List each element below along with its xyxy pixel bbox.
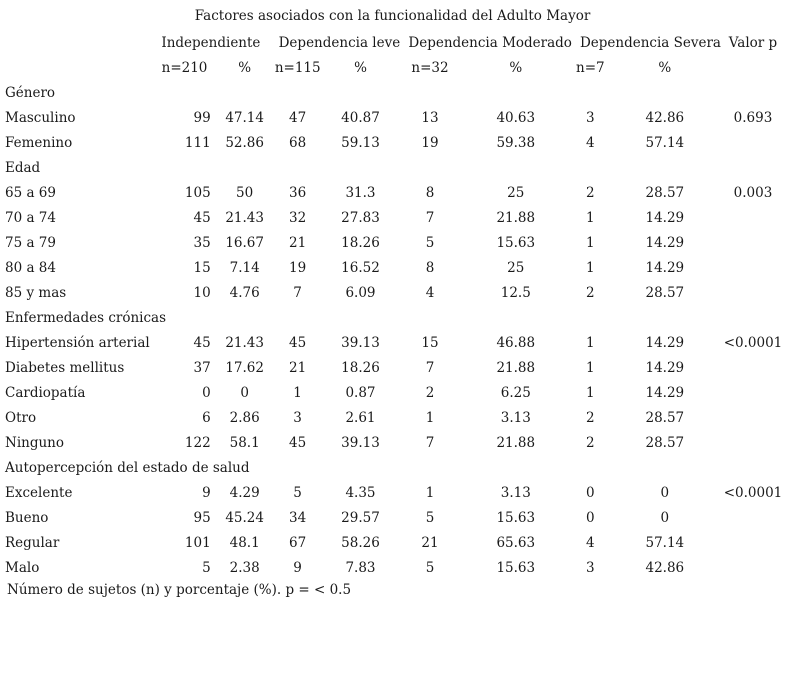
table-cell: 3.13 (500, 484, 531, 501)
table-cell: 40.87 (341, 109, 380, 126)
header-dependencia-leve: Dependencia leve (278, 34, 401, 51)
table-cell: 18.26 (341, 359, 380, 376)
table-cell: 101 (184, 534, 211, 551)
header-valor-p: Valor p (728, 34, 778, 51)
table-cell: 1 (586, 259, 595, 276)
subheader-n: n=210 (161, 59, 208, 76)
table-row (5, 530, 785, 555)
table-row (5, 480, 785, 505)
table-cell: 95 (193, 509, 211, 526)
table-row (5, 205, 785, 230)
table-cell: 19 (289, 259, 307, 276)
table-cell (721, 130, 785, 155)
table-cell: 58.1 (229, 434, 260, 451)
table-cell: 45 (193, 334, 211, 351)
table-cell: 3 (586, 559, 595, 576)
table-cell: 21 (289, 359, 307, 376)
table-cell: 6.25 (500, 384, 531, 401)
row-label: Cardiopatía (5, 384, 86, 401)
table-cell: 8 (425, 184, 435, 201)
table-cell: 47 (289, 109, 307, 126)
table-cell: 35 (193, 234, 211, 251)
table-cell: 15.63 (496, 234, 536, 251)
table-cell: 4.35 (345, 484, 376, 501)
section-row-genero (5, 80, 785, 105)
table-cell: 8 (425, 259, 435, 276)
table-cell: 57.14 (645, 534, 685, 551)
table-cell: 27.83 (341, 209, 380, 226)
table-cell: 45.24 (225, 509, 264, 526)
table-cell: 7.83 (345, 559, 376, 576)
row-label: Malo (5, 559, 40, 576)
table-cell: 59.38 (496, 134, 536, 151)
table-cell: 14.29 (645, 384, 685, 401)
table-cell: 45 (193, 209, 211, 226)
table-cell: 4.29 (229, 484, 260, 501)
table-cell: 3 (586, 109, 595, 126)
table-cell: 32 (289, 209, 307, 226)
group-header-row (5, 30, 785, 55)
table-cell: 13 (421, 109, 439, 126)
table-cell: 29.57 (341, 509, 380, 526)
table-cell: 36 (289, 184, 307, 201)
section-row-enfermedades (5, 305, 785, 330)
table-cell: 21.43 (225, 209, 264, 226)
table-cell: 42.86 (645, 559, 685, 576)
table-cell: 48.1 (229, 534, 260, 551)
table-cell: 6 (202, 409, 211, 426)
table-cell: 65.63 (496, 534, 536, 551)
table-cell: 15.63 (496, 559, 536, 576)
row-label: 70 a 74 (5, 209, 56, 226)
row-label: Bueno (5, 509, 49, 526)
table-row (5, 380, 785, 405)
table-row (5, 330, 785, 355)
table-cell (721, 280, 785, 305)
row-label: Masculino (5, 109, 76, 126)
table-cell: 1 (293, 384, 302, 401)
table-cell: 7 (425, 209, 435, 226)
table-cell: 2.38 (229, 559, 260, 576)
table-cell: 7 (425, 359, 435, 376)
table-cell: 5 (425, 509, 435, 526)
table-cell: 3.13 (500, 409, 531, 426)
table-cell: 21 (289, 234, 307, 251)
table-cell: 111 (184, 134, 211, 151)
table-cell: 9 (293, 559, 302, 576)
table-cell (721, 555, 785, 580)
table-title: Factores asociados con la funcionalidad del Adulto Mayor (194, 8, 591, 24)
table-cell: 28.57 (645, 184, 685, 201)
table-cell: 1 (586, 209, 595, 226)
table-cell: 14.29 (645, 209, 685, 226)
table-cell: 52.86 (225, 134, 264, 151)
table-cell: 14.29 (645, 234, 685, 251)
section-label: Enfermedades crónicas (5, 309, 167, 326)
section-row-autopercepcion (5, 455, 785, 480)
table-cell (721, 530, 785, 555)
footnote: Número de sujetos (n) y porcentaje (%). p = < 0.5 (7, 582, 352, 598)
table-cell: 0.003 (733, 184, 773, 201)
table-cell: 0.693 (733, 109, 773, 126)
table-cell: 2.86 (229, 409, 260, 426)
table-cell: 5 (425, 559, 435, 576)
row-label: Regular (5, 534, 60, 551)
table-cell: 45 (289, 334, 307, 351)
table-cell: 4.76 (229, 284, 260, 301)
table-cell: 1 (586, 359, 595, 376)
table-cell: 2.61 (345, 409, 376, 426)
table-cell: 1 (425, 484, 435, 501)
table-cell: 122 (184, 434, 211, 451)
table-row (5, 130, 785, 155)
subheader-n: n=115 (274, 59, 321, 76)
row-label: Femenino (5, 134, 73, 151)
table-cell (721, 230, 785, 255)
header-independiente: Independiente (161, 34, 261, 51)
table-cell: 10 (193, 284, 211, 301)
table-cell (721, 255, 785, 280)
table-cell: <0.0001 (723, 334, 783, 351)
table-cell: 1 (586, 234, 595, 251)
table-cell: 105 (184, 184, 211, 201)
table-cell: 15 (421, 334, 439, 351)
table-cell: 16.52 (341, 259, 380, 276)
table-cell: 39.13 (341, 434, 380, 451)
table-cell: 2 (425, 384, 435, 401)
table-cell: 40.63 (496, 109, 536, 126)
table-cell: 0.87 (345, 384, 376, 401)
table-cell (721, 405, 785, 430)
table-cell: 4 (586, 534, 595, 551)
header-dependencia-moderado: Dependencia Moderado (408, 34, 572, 51)
table-row (5, 355, 785, 380)
row-label: 80 a 84 (5, 259, 56, 276)
section-row-edad (5, 155, 785, 180)
table-cell: 4 (425, 284, 435, 301)
table-cell: 46.88 (496, 334, 536, 351)
table-row (5, 230, 785, 255)
table-cell: 9 (202, 484, 211, 501)
table-cell: 50 (236, 184, 254, 201)
table-cell (721, 205, 785, 230)
table-cell: 19 (421, 134, 439, 151)
table-cell (721, 355, 785, 380)
table-cell (721, 505, 785, 530)
table-cell: 31.3 (345, 184, 376, 201)
table-row (5, 430, 785, 455)
table-cell: 25 (507, 259, 525, 276)
table-cell: 0 (586, 509, 595, 526)
table-cell: 5 (202, 559, 211, 576)
table-cell: 28.57 (645, 409, 685, 426)
table-cell: 1 (586, 334, 595, 351)
table-row (5, 255, 785, 280)
table-cell (721, 430, 785, 455)
table-cell: 5 (293, 484, 302, 501)
table-cell: 68 (289, 134, 307, 151)
table-cell: 7 (425, 434, 435, 451)
table-cell: 14.29 (645, 334, 685, 351)
row-label: Diabetes mellitus (5, 359, 125, 376)
table-row (5, 555, 785, 580)
table-cell: 5 (425, 234, 435, 251)
table-cell: 57.14 (645, 134, 685, 151)
subheader-percent: % (354, 59, 367, 76)
table-cell: 18.26 (341, 234, 380, 251)
table-cell: 21.88 (496, 359, 536, 376)
table-cell: 16.67 (225, 234, 264, 251)
results-table (5, 30, 785, 580)
table-row (5, 105, 785, 130)
table-cell: 25 (507, 184, 525, 201)
section-label: Edad (5, 159, 41, 176)
table-cell: 15 (193, 259, 211, 276)
table-cell: 99 (193, 109, 211, 126)
section-label: Autopercepción del estado de salud (5, 459, 250, 476)
table-cell: 21 (421, 534, 439, 551)
table-cell: 14.29 (645, 359, 685, 376)
table-cell: 21.88 (496, 209, 536, 226)
section-label: Género (5, 84, 56, 101)
table-cell: 39.13 (341, 334, 380, 351)
table-cell: 15.63 (496, 509, 536, 526)
table-cell: 0 (202, 384, 211, 401)
table-cell: 7.14 (229, 259, 260, 276)
subheader-n: n=7 (576, 59, 605, 76)
table-cell: 0 (660, 509, 670, 526)
row-label: Otro (5, 409, 37, 426)
table-cell: 58.26 (341, 534, 380, 551)
table-cell: 3 (293, 409, 302, 426)
table-cell: 4 (586, 134, 595, 151)
subheader-n: n=32 (411, 59, 449, 76)
table-cell: 2 (586, 409, 595, 426)
table-row (5, 180, 785, 205)
table-cell: 0 (660, 484, 670, 501)
table-cell: 45 (289, 434, 307, 451)
subheader-percent: % (509, 59, 523, 76)
table-cell: 17.62 (225, 359, 264, 376)
table-cell: 2 (586, 184, 595, 201)
table-cell: 0 (240, 384, 249, 401)
table-cell (721, 380, 785, 405)
table-cell: <0.0001 (723, 484, 783, 501)
table-cell: 0 (586, 484, 595, 501)
row-label: Ninguno (5, 434, 64, 451)
table-cell: 12.5 (500, 284, 531, 301)
subheader-percent: % (238, 59, 252, 76)
row-label: Excelente (5, 484, 73, 501)
row-label: Hipertensión arterial (5, 334, 150, 351)
table-cell: 2 (586, 284, 595, 301)
table-cell: 42.86 (645, 109, 685, 126)
table-cell: 37 (193, 359, 211, 376)
row-label: 75 a 79 (5, 234, 56, 251)
table-cell: 47.14 (225, 109, 264, 126)
table-cell: 67 (289, 534, 307, 551)
table-row (5, 280, 785, 305)
table-cell: 28.57 (645, 434, 685, 451)
table-cell: 28.57 (645, 284, 685, 301)
table-cell: 1 (425, 409, 435, 426)
table-row (5, 405, 785, 430)
table-cell: 1 (586, 384, 595, 401)
table-cell: 2 (586, 434, 595, 451)
row-label: 65 a 69 (5, 184, 56, 201)
table-cell: 14.29 (645, 259, 685, 276)
table-cell: 21.88 (496, 434, 536, 451)
table-row (5, 505, 785, 530)
table-cell: 7 (293, 284, 302, 301)
table-cell: 21.43 (225, 334, 264, 351)
header-dependencia-severa: Dependencia Severa (579, 34, 721, 51)
table-cell: 59.13 (341, 134, 380, 151)
table-cell: 6.09 (345, 284, 376, 301)
subheader-percent: % (658, 59, 672, 76)
table-cell: 34 (289, 509, 307, 526)
subheader-row (5, 55, 785, 80)
row-label: 85 y mas (5, 284, 67, 301)
